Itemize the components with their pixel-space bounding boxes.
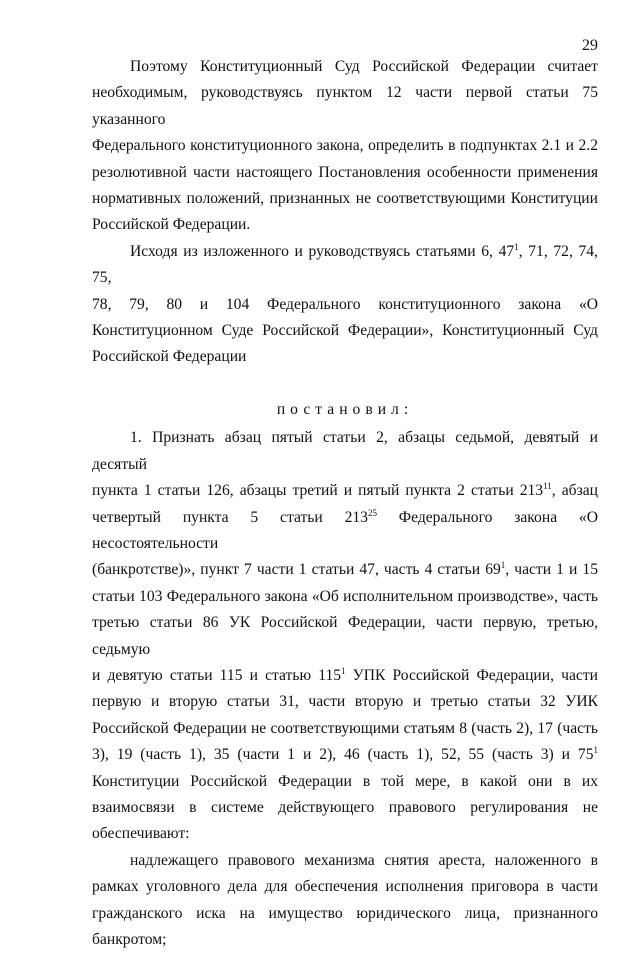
paragraph-line: 1. Признать абзац пятый статьи 2, абзацы седьмой, девятый и десятый: [92, 429, 598, 473]
paragraph-line: [92, 557, 598, 583]
paragraph-line: резолютивной части настоящего Постановления особенности применения: [92, 163, 598, 181]
text-run: четвертый пункта 5 статьи 213: [92, 508, 368, 526]
paragraph-line: Поэтому Конституционный Суд Российской Федерации считает: [130, 58, 598, 75]
text-run: , части 1 и 15: [505, 561, 599, 579]
paragraph-line: 78, 79, 80 и 104 Федерального конституционного закона «О: [92, 295, 598, 313]
text-run: и девятую статьи 115 и статью 115: [92, 666, 342, 684]
paragraph-line: третью статьи 86 УК Российской Федерации, части первую, третью, седьмую: [92, 614, 598, 658]
paragraph-line: [92, 239, 598, 292]
text-run: 3), 19 (часть 1), 35 (части 1 и 2), 46 (часть 1), 52, 55 (часть 3) и 75: [92, 746, 594, 764]
text-run: Исходя из изложенного и руководствуясь статьями 6, 47: [130, 242, 515, 260]
paragraph-2: [92, 239, 598, 371]
paragraph-line: [92, 478, 598, 504]
paragraph-line: банкротом;: [92, 931, 167, 948]
paragraph-line: нормативных положений, признанных не соответствующими Конституции: [92, 190, 598, 208]
text-run: , 71, 72, 74, 75,: [92, 242, 598, 287]
superscript: 1: [514, 241, 519, 252]
paragraph-1: [92, 54, 598, 239]
paragraph-line: Конституции Российской Федерации в той мере, в какой они в их: [92, 772, 598, 790]
paragraph-line: взаимосвязи в системе действующего правового регулирования не: [92, 798, 598, 816]
superscript: 1: [500, 560, 506, 571]
text-run: (банкротстве)», пункт 7 части 1 статьи 47, часть 4 статьи 69: [92, 561, 501, 579]
paragraph-4: [92, 848, 598, 953]
document-body: [92, 54, 598, 953]
text-run: Федерального закона «О несостоятельности: [92, 508, 598, 552]
paragraph-line: статьи 103 Федерального закона «Об исполнительном производстве», часть: [92, 587, 598, 605]
paragraph-line: Российской Федерации не соответствующими статьям 8 (часть 2), 17 (часть: [92, 719, 598, 737]
page-number: 29: [582, 37, 598, 54]
paragraph-line: гражданского иска на имущество юридического лица, признанного: [92, 904, 598, 922]
paragraph-line: Российской Федерации: [92, 348, 247, 366]
resolution-heading: постановил:: [276, 400, 414, 418]
superscript: 1: [593, 745, 598, 756]
paragraph-line: надлежащего правового механизма снятия ареста, наложенного в: [130, 851, 598, 869]
paragraph-line: [92, 663, 598, 689]
paragraph-line: необходимым, руководствуясь пунктом 12 части первой статьи 75 указанного: [92, 84, 598, 128]
paragraph-line: Российской Федерации.: [92, 216, 251, 234]
text-run: УПК Российской Федерации, части: [345, 666, 598, 684]
superscript: 1: [341, 665, 346, 676]
text-run: пункта 1 статьи 126, абзацы третий и пятый пункта 2 статьи 213: [92, 482, 544, 500]
paragraph-line: первую и вторую статьи 31, части вторую и третью статьи 32 УИК: [92, 693, 598, 711]
paragraph-line: Федерального конституционного закона, определить в подпунктах 2.1 и 2.2: [92, 137, 598, 155]
paragraph-3: [92, 425, 598, 848]
superscript: 11: [543, 481, 552, 492]
superscript: 25: [367, 507, 377, 518]
paragraph-line: [92, 742, 598, 768]
paragraph-line: [92, 505, 598, 558]
paragraph-line: Конституционном Суде Российской Федерации», Конституционный Суд: [92, 322, 598, 340]
paragraph-line: обеспечивают:: [92, 825, 190, 843]
text-run: , абзац: [551, 482, 598, 500]
spacer: [92, 371, 598, 397]
paragraph-line: рамках уголовного дела для обеспечения исполнения приговора в части: [92, 878, 598, 896]
